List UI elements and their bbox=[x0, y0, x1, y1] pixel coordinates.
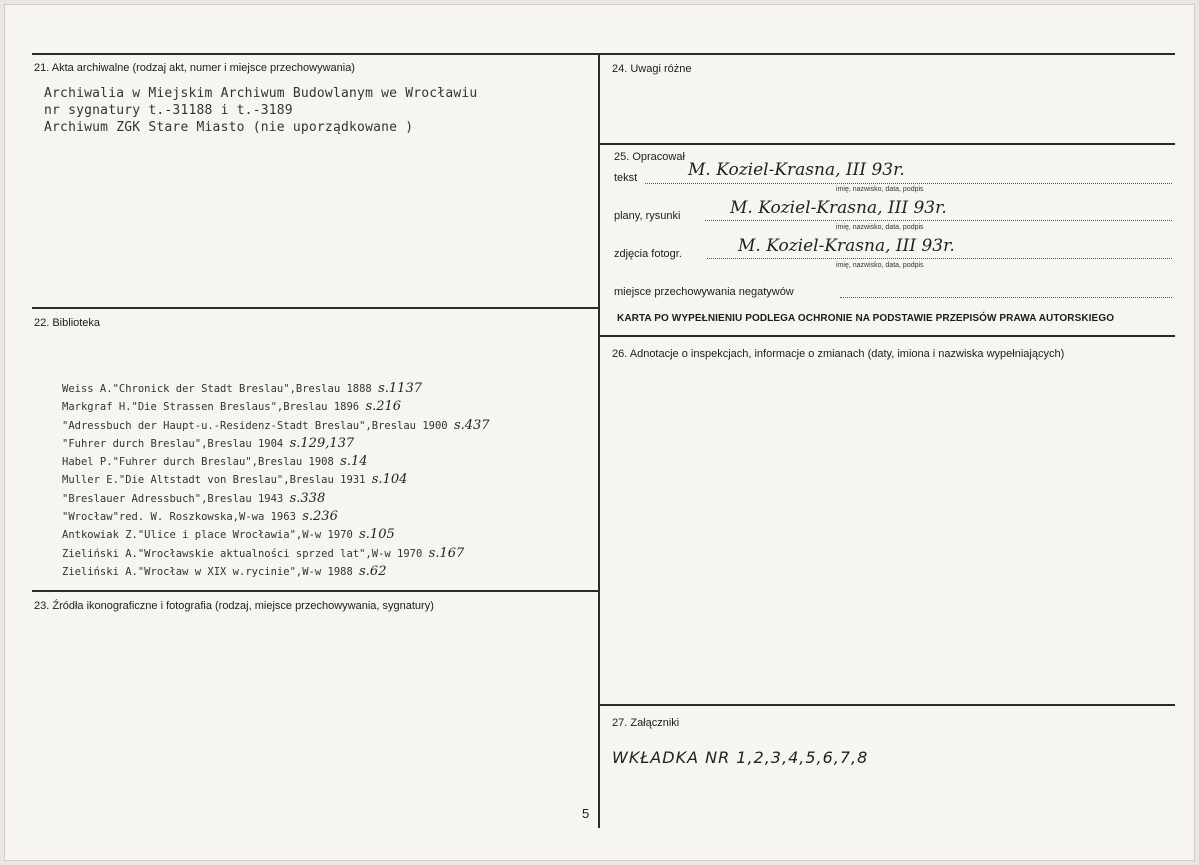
photos-row-label: zdjęcia fotogr. bbox=[614, 248, 682, 260]
attachments-value: WKŁADKA NR 1,2,3,4,5,6,7,8 bbox=[612, 748, 869, 767]
bibliography-entry: "Breslauer Adressbuch",Breslau 1943 s.338 bbox=[62, 490, 326, 506]
bibliography-entry: Zieliński A."Wrocław w XIX w.rycinie",W-w 1988 s.62 bbox=[62, 563, 387, 579]
text-row-caption: imię, nazwisko, data, podpis bbox=[836, 186, 924, 193]
bibliography-entry: Weiss A."Chronick der Stadt Breslau",Breslau 1888 s.1137 bbox=[62, 381, 422, 396]
copyright-notice: KARTA PO WYPEŁNIENIU PODLEGA OCHRONIE NA PODSTAWIE PRZEPISÓW PRAWA AUTORSKIEGO bbox=[617, 313, 1115, 324]
rule-26-27 bbox=[600, 704, 1175, 706]
photos-row-line bbox=[707, 258, 1172, 259]
bibliography-entry: Zieliński A."Wrocławskie aktualności sprzed lat",W-w 1970 s.167 bbox=[62, 545, 465, 561]
photos-row-signature: M. Koziel-Krasna, III 93r. bbox=[738, 236, 955, 256]
bibliography-list bbox=[62, 380, 490, 581]
text-row-signature: M. Koziel-Krasna, III 93r. bbox=[688, 160, 905, 180]
negatives-line bbox=[840, 297, 1172, 298]
archive-line-2: nr sygnatury t.-31188 i t.-3189 bbox=[44, 103, 293, 118]
bibliography-entry: Habel P."Fuhrer durch Breslau",Breslau 1908 s.14 bbox=[62, 454, 368, 470]
bibliography-entry: Antkowiak Z."Ulice i place Wrocławia",W-w 1970 s.105 bbox=[62, 527, 395, 543]
text-row-label: tekst bbox=[614, 172, 638, 184]
section-25-label: 25. Opracował bbox=[614, 151, 685, 163]
bibliography-entry: Muller E."Die Altstadt von Breslau",Breslau 1931 s.104 bbox=[62, 472, 408, 488]
section-21-label: 21. Akta archiwalne (rodzaj akt, numer i miejsce przechowywania) bbox=[34, 62, 355, 74]
rule-24-25 bbox=[600, 143, 1175, 145]
section-26-label: 26. Adnotacje o inspekcjach, informacje o zmianach (daty, imiona i nazwiska wypełniających) bbox=[612, 348, 1065, 360]
bibliography-entry: "Wrocław"red. W. Roszkowska,W-wa 1963 s.236 bbox=[62, 509, 338, 525]
negatives-label: miejsce przechowywania negatywów bbox=[614, 286, 794, 298]
page-number: 5 bbox=[582, 806, 590, 821]
drawings-row-line bbox=[705, 220, 1172, 221]
bibliography-entry: "Adressbuch der Haupt-u.-Residenz-Stadt Breslau",Breslau 1900 s.437 bbox=[62, 417, 490, 433]
text-row-line bbox=[645, 183, 1172, 184]
drawings-row-signature: M. Koziel-Krasna, III 93r. bbox=[730, 198, 947, 218]
drawings-row-label: plany, rysunki bbox=[614, 210, 681, 222]
bibliography-entry: Markgraf H."Die Strassen Breslaus",Breslau 1896 s.216 bbox=[62, 399, 402, 415]
rule-22-23 bbox=[32, 590, 600, 592]
section-23-label: 23. Źródła ikonograficzne i fotografia (rodzaj, miejsce przechowywania, sygnatury) bbox=[34, 600, 434, 612]
photos-row-caption: imię, nazwisko, data, podpis bbox=[836, 262, 924, 269]
archive-line-1: Archiwalia w Miejskim Archiwum Budowlanym we Wrocławiu bbox=[44, 86, 478, 101]
top-rule bbox=[32, 53, 1175, 55]
section-22-label: 22. Biblioteka bbox=[34, 317, 101, 329]
rule-25-26 bbox=[600, 335, 1175, 337]
section-24-label: 24. Uwagi różne bbox=[612, 63, 692, 75]
center-rule bbox=[598, 53, 600, 828]
bibliography-entry: "Fuhrer durch Breslau",Breslau 1904 s.129,137 bbox=[62, 435, 355, 451]
drawings-row-caption: imię, nazwisko, data, podpis bbox=[836, 224, 924, 231]
archive-line-3: Archiwum ZGK Stare Miasto (nie uporządkowane ) bbox=[44, 120, 414, 135]
section-27-label: 27. Załączniki bbox=[612, 717, 680, 729]
rule-21-22 bbox=[32, 307, 600, 309]
